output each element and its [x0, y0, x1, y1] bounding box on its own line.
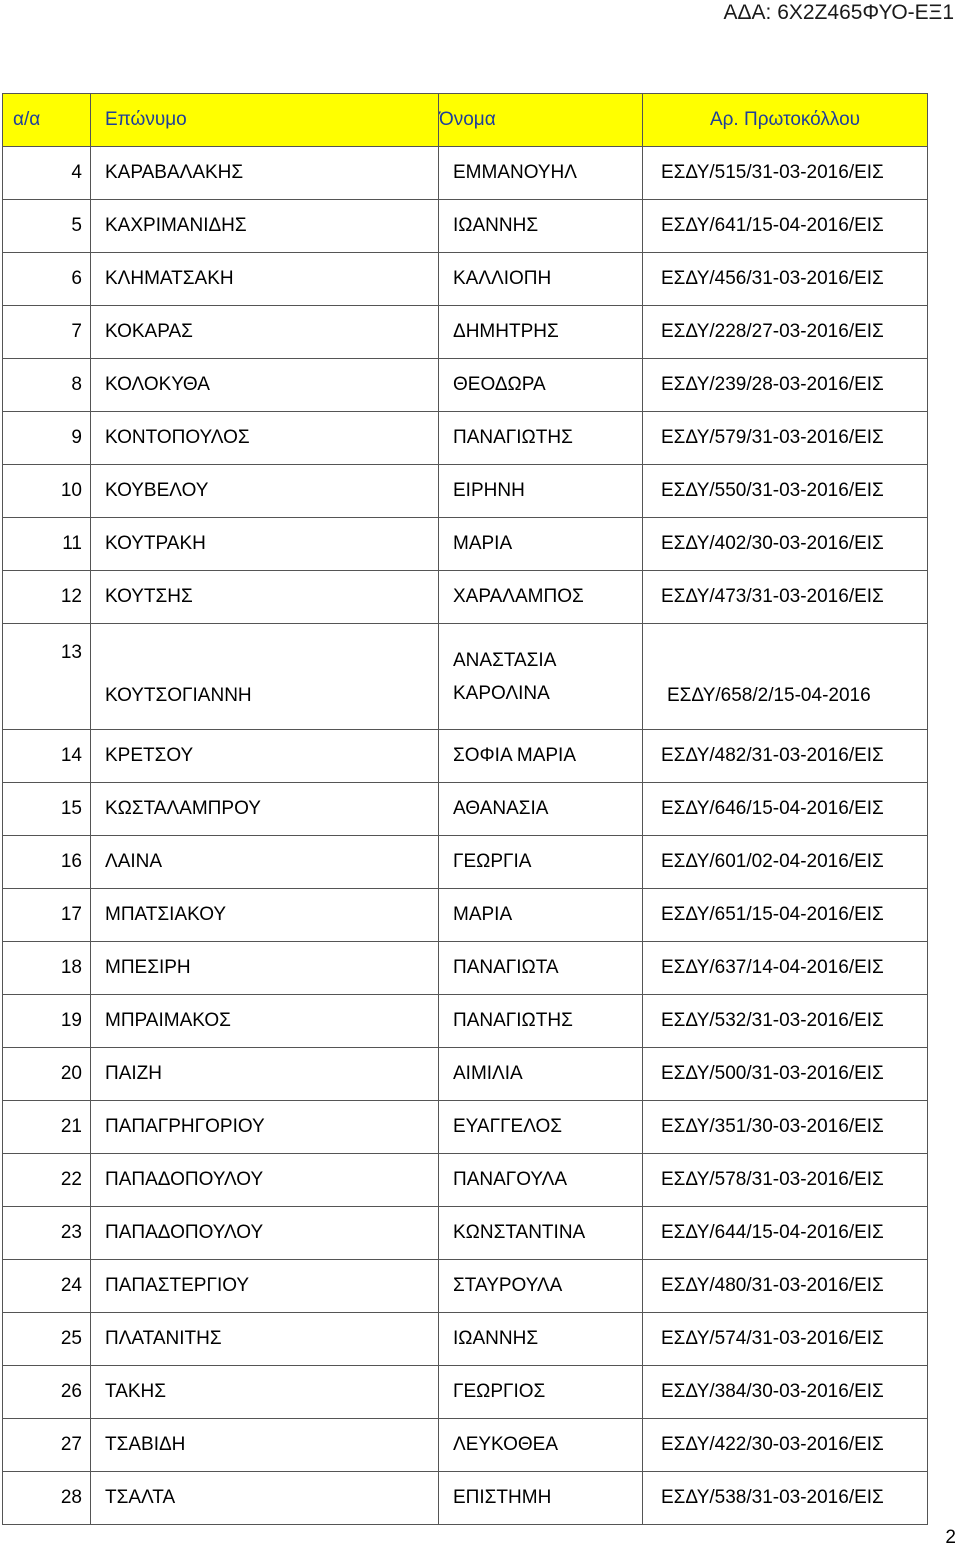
row-name: ΧΑΡΑΛΑΜΠΟΣ — [439, 571, 643, 624]
row-aa: 20 — [3, 1048, 91, 1101]
table-row — [3, 200, 928, 253]
row-surname: ΚΟΚΑΡΑΣ — [91, 306, 439, 359]
row-name: ΑΘΑΝΑΣΙΑ — [439, 783, 643, 836]
table-row — [3, 995, 928, 1048]
row-aa: 9 — [3, 412, 91, 465]
row-name: ΣΟΦΙΑ ΜΑΡΙΑ — [439, 730, 643, 783]
row-protocol: ΕΣΔΥ/422/30-03-2016/ΕΙΣ — [643, 1419, 928, 1472]
row-protocol: ΕΣΔΥ/402/30-03-2016/ΕΙΣ — [643, 518, 928, 571]
row-aa: 15 — [3, 783, 91, 836]
row-protocol: ΕΣΔΥ/601/02-04-2016/ΕΙΣ — [643, 836, 928, 889]
row-name: ΣΤΑΥΡΟΥΛΑ — [439, 1260, 643, 1313]
row-aa: 28 — [3, 1472, 91, 1525]
table-row — [3, 836, 928, 889]
row-surname: ΚΟΛΟΚΥΘΑ — [91, 359, 439, 412]
row-aa: 21 — [3, 1101, 91, 1154]
row-aa: 5 — [3, 200, 91, 253]
row-name: ΚΩΝΣΤΑΝΤΙΝΑ — [439, 1207, 643, 1260]
row-protocol: ΕΣΔΥ/658/2/15-04-2016 — [643, 624, 928, 730]
row-surname: ΚΟΥΒΕΛΟΥ — [91, 465, 439, 518]
table-row — [3, 571, 928, 624]
row-name: ΓΕΩΡΓΙΟΣ — [439, 1366, 643, 1419]
row-aa: 27 — [3, 1419, 91, 1472]
row-protocol: ΕΣΔΥ/473/31-03-2016/ΕΙΣ — [643, 571, 928, 624]
row-name: ΕΙΡΗΝΗ — [439, 465, 643, 518]
row-protocol: ΕΣΔΥ/578/31-03-2016/ΕΙΣ — [643, 1154, 928, 1207]
row-name: ΛΕΥΚΟΘΕΑ — [439, 1419, 643, 1472]
table-body — [3, 94, 928, 1525]
row-surname: ΠΑΠΑΔΟΠΟΥΛΟΥ — [91, 1154, 439, 1207]
row-surname: ΚΩΣΤΑΛΑΜΠΡΟΥ — [91, 783, 439, 836]
row-name: ΜΑΡΙΑ — [439, 889, 643, 942]
row-protocol: ΕΣΔΥ/228/27-03-2016/ΕΙΣ — [643, 306, 928, 359]
row-name-line-2: ΚΑΡΟΛΙΝΑ — [453, 682, 550, 704]
table-row — [3, 1472, 928, 1525]
row-name: ΑΙΜΙΛΙΑ — [439, 1048, 643, 1101]
table-row — [3, 253, 928, 306]
table-row — [3, 1207, 928, 1260]
table-row — [3, 1101, 928, 1154]
applicants-table — [2, 93, 928, 1525]
row-surname: ΚΟΝΤΟΠΟΥΛΟΣ — [91, 412, 439, 465]
table-row — [3, 1154, 928, 1207]
row-aa: 6 — [3, 253, 91, 306]
row-aa: 13 — [3, 624, 91, 730]
row-surname: ΠΛΑΤΑΝΙΤΗΣ — [91, 1313, 439, 1366]
row-protocol: ΕΣΔΥ/532/31-03-2016/ΕΙΣ — [643, 995, 928, 1048]
row-name: ΠΑΝΑΓΙΩΤΗΣ — [439, 412, 643, 465]
row-surname: ΚΛΗΜΑΤΣΑΚΗ — [91, 253, 439, 306]
row-surname: ΚΑΡΑΒΑΛΑΚΗΣ — [91, 147, 439, 200]
row-aa: 7 — [3, 306, 91, 359]
row-aa: 26 — [3, 1366, 91, 1419]
table-row — [3, 730, 928, 783]
row-protocol: ΕΣΔΥ/384/30-03-2016/ΕΙΣ — [643, 1366, 928, 1419]
table-row — [3, 147, 928, 200]
row-name: ΕΠΙΣΤΗΜΗ — [439, 1472, 643, 1525]
row-surname: ΜΠΑΤΣΙΑΚΟΥ — [91, 889, 439, 942]
row-protocol: ΕΣΔΥ/351/30-03-2016/ΕΙΣ — [643, 1101, 928, 1154]
row-surname: ΤΣΑΒΙΔΗ — [91, 1419, 439, 1472]
row-surname: ΠΑΙΖΗ — [91, 1048, 439, 1101]
header-name: Όνομα — [439, 94, 643, 147]
table-row — [3, 1313, 928, 1366]
row-surname: ΜΠΕΣΙΡΗ — [91, 942, 439, 995]
row-aa: 23 — [3, 1207, 91, 1260]
ada-code: ΑΔΑ: 6Χ2Ζ465ΦΥΟ-ΕΞ1 — [723, 1, 954, 24]
row-aa: 11 — [3, 518, 91, 571]
row-name: ΓΕΩΡΓΙΑ — [439, 836, 643, 889]
row-protocol: ΕΣΔΥ/456/31-03-2016/ΕΙΣ — [643, 253, 928, 306]
table-row — [3, 518, 928, 571]
row-aa: 19 — [3, 995, 91, 1048]
row-surname: ΠΑΠΑΔΟΠΟΥΛΟΥ — [91, 1207, 439, 1260]
row-surname: ΤΑΚΗΣ — [91, 1366, 439, 1419]
table-row — [3, 889, 928, 942]
row-protocol: ΕΣΔΥ/579/31-03-2016/ΕΙΣ — [643, 412, 928, 465]
row-surname: ΚΟΥΤΣΟΓΙΑΝΝΗ — [91, 624, 439, 730]
row-protocol: ΕΣΔΥ/550/31-03-2016/ΕΙΣ — [643, 465, 928, 518]
row-aa: 18 — [3, 942, 91, 995]
row-surname: ΚΑΧΡΙΜΑΝΙΔΗΣ — [91, 200, 439, 253]
row-protocol: ΕΣΔΥ/538/31-03-2016/ΕΙΣ — [643, 1472, 928, 1525]
row-aa: 22 — [3, 1154, 91, 1207]
table-row — [3, 1366, 928, 1419]
row-protocol: ΕΣΔΥ/239/28-03-2016/ΕΙΣ — [643, 359, 928, 412]
row-protocol: ΕΣΔΥ/641/15-04-2016/ΕΙΣ — [643, 200, 928, 253]
page-number: 2 — [945, 1527, 956, 1548]
row-protocol: ΕΣΔΥ/515/31-03-2016/ΕΙΣ — [643, 147, 928, 200]
row-protocol: ΕΣΔΥ/637/14-04-2016/ΕΙΣ — [643, 942, 928, 995]
row-aa: 16 — [3, 836, 91, 889]
row-name: ΜΑΡΙΑ — [439, 518, 643, 571]
table-row — [3, 1419, 928, 1472]
row-aa: 17 — [3, 889, 91, 942]
row-protocol: ΕΣΔΥ/500/31-03-2016/ΕΙΣ — [643, 1048, 928, 1101]
row-name: ΔΗΜΗΤΡΗΣ — [439, 306, 643, 359]
row-surname: ΚΟΥΤΡΑΚΗ — [91, 518, 439, 571]
row-name — [439, 624, 643, 730]
row-protocol: ΕΣΔΥ/651/15-04-2016/ΕΙΣ — [643, 889, 928, 942]
row-protocol: ΕΣΔΥ/482/31-03-2016/ΕΙΣ — [643, 730, 928, 783]
row-protocol: ΕΣΔΥ/646/15-04-2016/ΕΙΣ — [643, 783, 928, 836]
row-protocol: ΕΣΔΥ/480/31-03-2016/ΕΙΣ — [643, 1260, 928, 1313]
row-aa: 25 — [3, 1313, 91, 1366]
row-name: ΙΩΑΝΝΗΣ — [439, 1313, 643, 1366]
row-aa: 24 — [3, 1260, 91, 1313]
row-surname: ΠΑΠΑΓΡΗΓΟΡΙΟΥ — [91, 1101, 439, 1154]
row-surname: ΤΣΑΛΤΑ — [91, 1472, 439, 1525]
row-aa: 14 — [3, 730, 91, 783]
row-surname: ΛΑΙΝΑ — [91, 836, 439, 889]
table-row — [3, 359, 928, 412]
header-protocol: Αρ. Πρωτοκόλλου — [643, 94, 928, 147]
table-row — [3, 1260, 928, 1313]
table-row — [3, 306, 928, 359]
row-name-line-1: ΑΝΑΣΤΑΣΙΑ — [453, 649, 557, 671]
row-surname: ΚΟΥΤΣΗΣ — [91, 571, 439, 624]
row-name: ΕΥΑΓΓΕΛΟΣ — [439, 1101, 643, 1154]
row-aa: 10 — [3, 465, 91, 518]
table-header-row — [3, 94, 928, 147]
row-surname: ΠΑΠΑΣΤΕΡΓΙΟΥ — [91, 1260, 439, 1313]
header-aa: α/α — [3, 94, 91, 147]
row-name: ΠΑΝΑΓΙΩΤΗΣ — [439, 995, 643, 1048]
table-row — [3, 942, 928, 995]
row-name: ΠΑΝΑΓΙΩΤΑ — [439, 942, 643, 995]
row-name: ΙΩΑΝΝΗΣ — [439, 200, 643, 253]
header-surname: Επώνυμο — [91, 94, 439, 147]
row-name: ΚΑΛΛΙΟΠΗ — [439, 253, 643, 306]
row-surname: ΜΠΡΑΙΜΑΚΟΣ — [91, 995, 439, 1048]
row-name: ΕΜΜΑΝΟΥΗΛ — [439, 147, 643, 200]
table-row — [3, 465, 928, 518]
row-protocol: ΕΣΔΥ/644/15-04-2016/ΕΙΣ — [643, 1207, 928, 1260]
row-surname: ΚΡΕΤΣΟΥ — [91, 730, 439, 783]
row-name: ΠΑΝΑΓΟΥΛΑ — [439, 1154, 643, 1207]
row-name: ΘΕΟΔΩΡΑ — [439, 359, 643, 412]
row-protocol: ΕΣΔΥ/574/31-03-2016/ΕΙΣ — [643, 1313, 928, 1366]
row-aa: 8 — [3, 359, 91, 412]
table-row — [3, 412, 928, 465]
table-row — [3, 624, 928, 730]
table-row — [3, 783, 928, 836]
row-aa: 12 — [3, 571, 91, 624]
row-aa: 4 — [3, 147, 91, 200]
table-row — [3, 1048, 928, 1101]
